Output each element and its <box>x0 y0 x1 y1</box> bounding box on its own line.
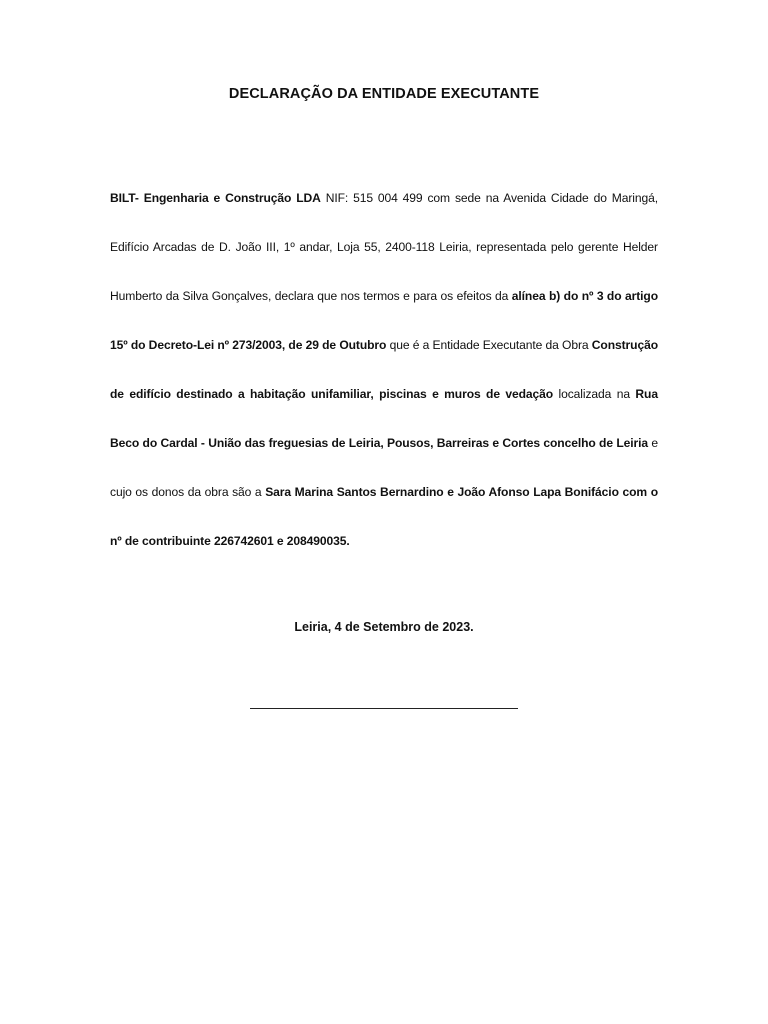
owners-intro-text: e cujo os donos da obra são a <box>110 436 658 499</box>
executing-entity-text: que é a Entidade Executante da Obra <box>386 338 592 352</box>
company-name: BILT- Engenharia e Construção LDA <box>110 191 321 205</box>
legal-reference: alínea b) do nº 3 do artigo 15º do Decreto-Lei nº 273/2003, de 29 de Outubro <box>110 289 658 352</box>
document-title: DECLARAÇÃO DA ENTIDADE EXECUTANTE <box>228 86 540 102</box>
work-owners: Sara Marina Santos Bernardino e João Afonso Lapa Bonifácio com o nº de contribuinte 226742601 e 208490035. <box>110 485 658 548</box>
location-intro-text: localizada na <box>553 387 636 401</box>
signature-line <box>250 708 518 709</box>
company-details-text: NIF: 515 004 499 com sede na Avenida Cidade do Maringá, Edifício Arcadas de D. João III, 1º andar, Loja 55, 2400-118 Leiria, representada pelo gerente Helder Humberto da Silva Gonçalves, declara que nos termos e para os efeitos da <box>110 191 659 303</box>
work-description: Construção de edifício destinado a habitação unifamiliar, piscinas e muros de vedação <box>110 338 658 401</box>
declaration-paragraph <box>110 174 658 566</box>
date-line: Leiria, 4 de Setembro de 2023. <box>294 620 474 634</box>
work-location: Rua Beco do Cardal - União das freguesias de Leiria, Pousos, Barreiras e Cortes concelho de Leiria <box>110 387 658 450</box>
